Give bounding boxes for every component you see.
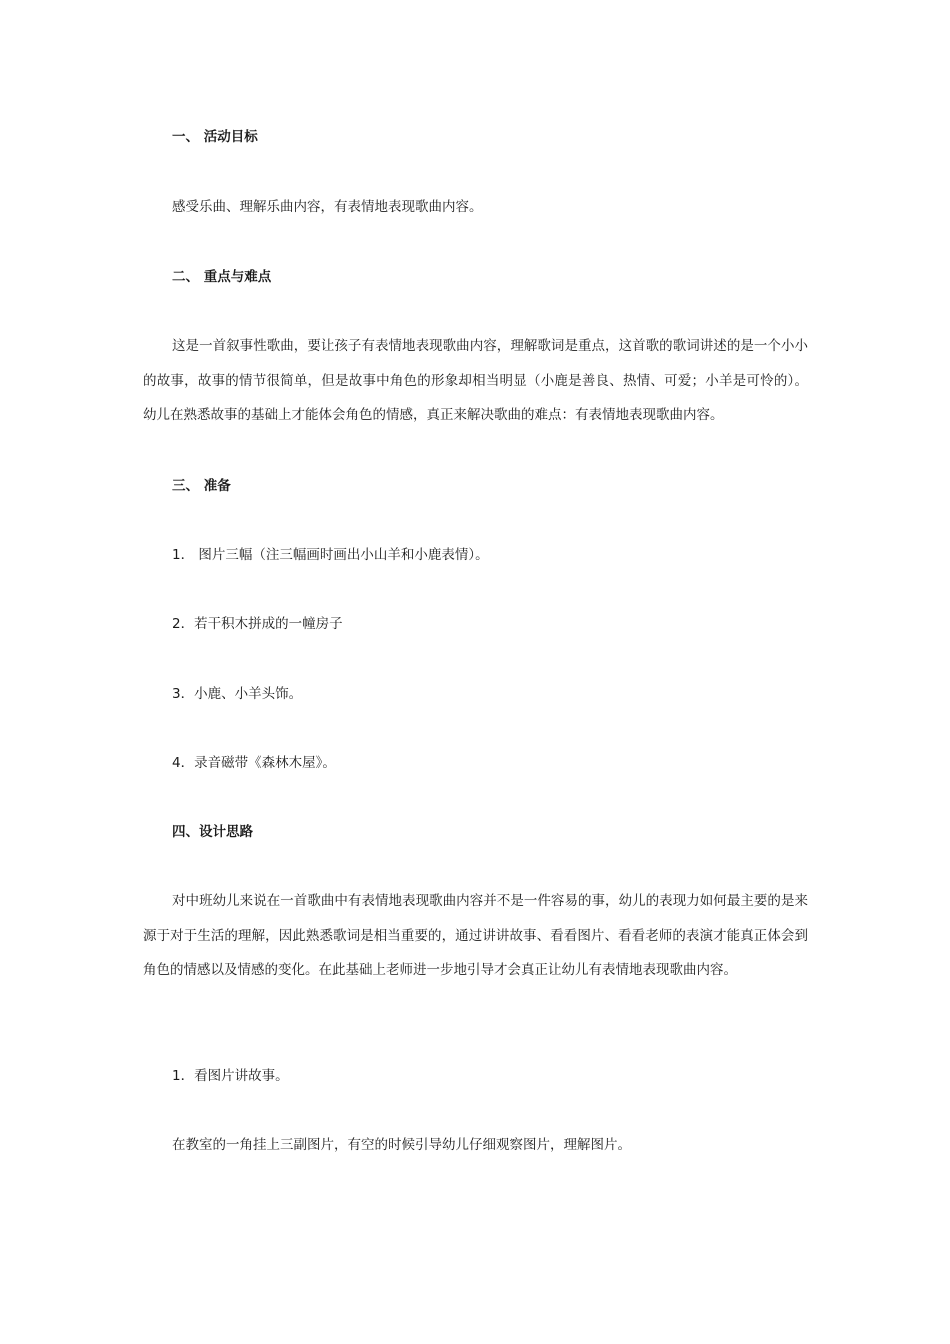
goals-text: 感受乐曲、理解乐曲内容，有表情地表现歌曲内容。 <box>172 199 483 215</box>
preparation-item-1: 1． 图片三幅（注三幅画时画出小山羊和小鹿表情）。 <box>172 547 489 563</box>
design-item-1-text: 在教室的一角挂上三副图片，有空的时候引导幼儿仔细观察图片，理解图片。 <box>172 1137 631 1153</box>
section-heading-preparation: 三、 准备 <box>172 478 231 494</box>
preparation-item-4: 4．录音磁带《森林木屋》。 <box>172 755 336 771</box>
section-heading-goals: 一、 活动目标 <box>172 129 258 145</box>
key-points-paragraph: 这是一首叙事性歌曲，要让孩子有表情地表现歌曲内容，理解歌词是重点，这首歌的歌词讲述的是一个小小的故事，故事的情节很简单，但是故事中角色的形象却相当明显（小鹿是善良、热情、可爱；小羊是可怜的）。幼儿在熟悉故事的基础上才能体会角色的情感，真正来解决歌曲的难点：有表情地表现歌曲内容。 <box>143 338 808 423</box>
design-paragraph: 对中班幼儿来说在一首歌曲中有表情地表现歌曲内容并不是一件容易的事，幼儿的表现力如何最主要的是来源于对于生活的理解，因此熟悉歌词是相当重要的，通过讲讲故事、看看图片、看看老师的表演才能真正体会到角色的情感以及情感的变化。在此基础上老师进一步地引导才会真正让幼儿有表情地表现歌曲内容。 <box>143 893 808 978</box>
section-heading-design: 四、设计思路 <box>172 824 253 840</box>
design-item-1: 1．看图片讲故事。 <box>172 1068 289 1084</box>
preparation-item-2: 2．若干积木拼成的一幢房子 <box>172 616 343 632</box>
preparation-item-3: 3．小鹿、小羊头饰。 <box>172 686 303 702</box>
section-heading-key-points: 二、 重点与难点 <box>172 269 272 285</box>
